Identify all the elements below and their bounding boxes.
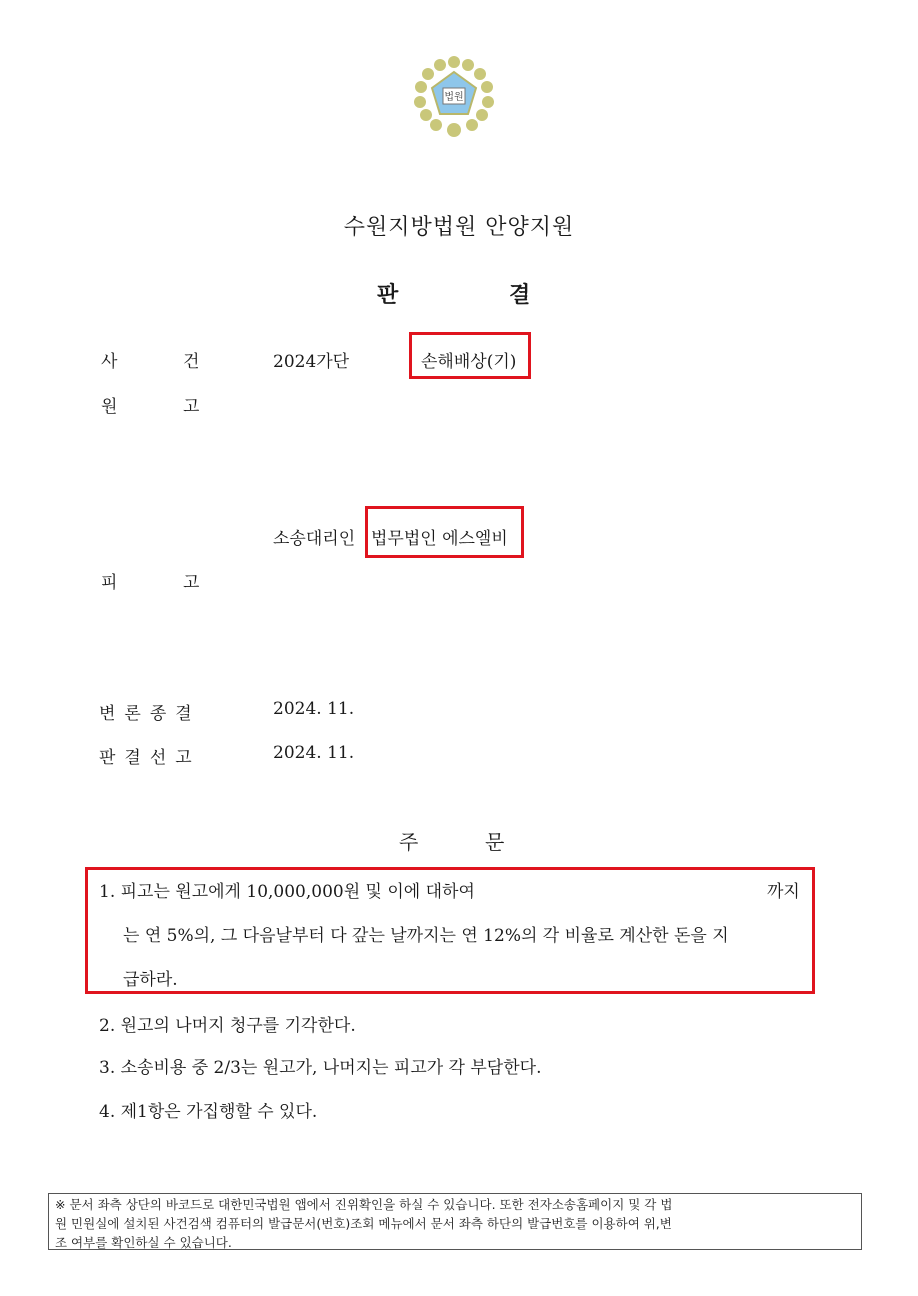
notice-line-2: 원 민원실에 설치된 사건검색 컴퓨터의 발급문서(번호)조회 메뉴에서 문서 좌측 하단의 발급번호를 이용하여 위,변 xyxy=(55,1216,672,1231)
case-name: 손해배상(기) xyxy=(421,352,517,372)
document-title-part2: 결 xyxy=(509,283,531,308)
order-item4: 4. 제1항은 가집행할 수 있다. xyxy=(99,1102,318,1122)
order-item1-line1: 1. 피고는 원고에게 10,000,000원 및 이에 대하여 xyxy=(99,882,475,902)
plaintiff-label-1: 원 xyxy=(101,397,118,417)
counsel-name: 법무법인 에스엘비 xyxy=(371,529,508,549)
notice-line-3: 조 여부를 확인하실 수 있습니다. xyxy=(55,1235,232,1250)
order-item3: 3. 소송비용 중 2/3는 원고가, 나머지는 피고가 각 부담한다. xyxy=(99,1058,542,1078)
closing-date: 2024. 11. xyxy=(273,699,355,719)
order-title-part1: 주 xyxy=(399,830,419,854)
order-item2: 2. 원고의 나머지 청구를 기각한다. xyxy=(99,1016,356,1036)
order-item1-line1-end: 까지 xyxy=(767,882,800,902)
verification-notice xyxy=(48,1193,862,1250)
court-name: 수원지방법원 안양지원 xyxy=(343,215,575,240)
order-item1-line3: 급하라. xyxy=(123,970,178,990)
defendant-label-2: 고 xyxy=(183,573,200,593)
judgment-date: 2024. 11. xyxy=(273,743,355,763)
closing-label: 변론종결 xyxy=(99,704,201,724)
case-label-1: 사 xyxy=(101,352,118,372)
court-seal-icon xyxy=(410,52,498,140)
document-title-part1: 판 xyxy=(377,283,399,308)
case-number: 2024가단 xyxy=(273,352,350,372)
order-title-part2: 문 xyxy=(485,830,505,854)
plaintiff-label-2: 고 xyxy=(183,397,200,417)
court-seal-logo xyxy=(410,52,498,140)
order-item1-line2: 는 연 5%의, 그 다음날부터 다 갚는 날까지는 연 12%의 각 비율로 계산한 돈을 지 xyxy=(123,926,729,946)
case-label-2: 건 xyxy=(183,352,200,372)
notice-line-1: ※ 문서 좌측 상단의 바코드로 대한민국법원 앱에서 진위확인을 하실 수 있습니다. 또한 전자소송홈페이지 및 각 법 xyxy=(55,1197,673,1212)
seal-text: 법원 xyxy=(444,92,464,103)
defendant-label-1: 피 xyxy=(101,573,118,593)
counsel-label: 소송대리인 xyxy=(273,529,356,549)
judgment-label: 판결선고 xyxy=(99,748,201,768)
